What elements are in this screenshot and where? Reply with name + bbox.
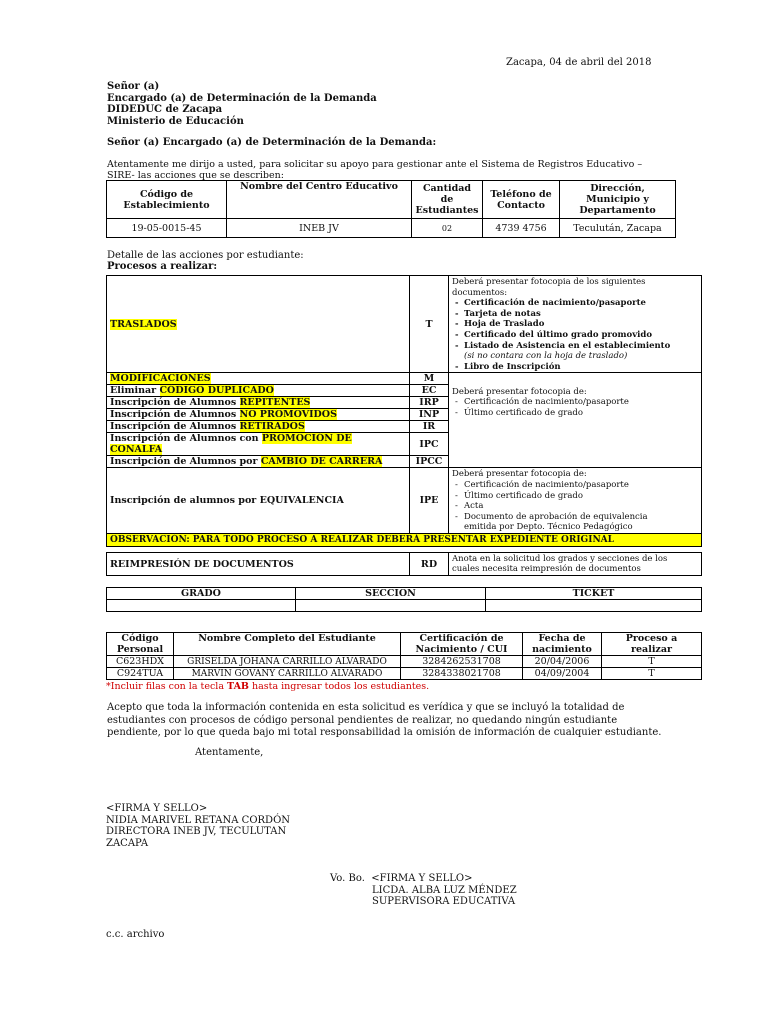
process-label: Eliminar (110, 385, 160, 397)
tab-note-text: hasta ingresar todos los estudiantes. (248, 681, 430, 692)
tab-key: TAB (227, 681, 249, 692)
reprint-table (106, 552, 702, 576)
students-header: Fecha de nacimiento (523, 633, 602, 656)
addressee-line: Ministerio de Educación (107, 115, 244, 127)
detail-line: Detalle de las acciones por estudiante: (107, 250, 304, 261)
student-process: T (602, 668, 702, 680)
traslados-requirements (449, 276, 702, 373)
processes-heading: Procesos a realizar: (107, 261, 218, 272)
student-cui: 3284262531708 (401, 656, 523, 668)
requirement-item: - Hoja de Traslado (452, 319, 698, 330)
equivalencia-label: Inscripción de alumnos por EQUIVALENCIA (107, 468, 410, 534)
process-row (107, 456, 410, 468)
requirements-intro: Deberá presentar fotocopia de: (452, 386, 587, 397)
process-code: IR (410, 421, 449, 433)
vobo-block (330, 873, 517, 908)
reprint-note-line: Anota en la solicitud los grados y secciones de los (452, 553, 668, 564)
student-code: C924TUA (107, 668, 174, 680)
section-header: SECCION (296, 588, 486, 600)
salutation: Señor (a) Encargado (a) de Determinación de la Demanda: (107, 137, 437, 148)
students-header: Nombre Completo del Estudiante (174, 633, 401, 656)
process-code: EC (410, 385, 449, 397)
vobo-name: LICDA. ALBA LUZ MÉNDEZ (372, 884, 517, 896)
grade-table (106, 587, 702, 612)
modificaciones-row (107, 373, 410, 385)
addressee-line: DIDEDUC de Zacapa (107, 104, 223, 116)
student-birthdate: 04/09/2004 (523, 668, 602, 680)
grade-cell[interactable] (107, 600, 296, 612)
process-table (106, 275, 702, 547)
students-table (106, 632, 702, 680)
requirements-intro: Deberá presentar fotocopia de: (452, 469, 587, 480)
declaration-line: Acepto que toda la información contenida en esta solicitud es verídica y que se incluyó la totalidad de (107, 702, 625, 713)
requirements-intro: Deberá presentar fotocopia de los siguientes documentos: (452, 277, 646, 298)
process-code: INP (410, 409, 449, 421)
process-row (107, 433, 410, 456)
school-header: Dirección, Municipio y Departamento (560, 181, 676, 219)
process-row (107, 385, 410, 397)
process-row (107, 421, 410, 433)
vobo-prefix: Vo. Bo. (330, 873, 365, 884)
table-row (107, 668, 702, 680)
school-header: Código de Establecimiento (107, 181, 227, 219)
table-row (107, 656, 702, 668)
requirement-item: - Certificación de nacimiento/pasaporte (452, 397, 698, 408)
school-code: 19-05-0015-45 (107, 219, 227, 238)
cc-note: c.c. archivo (106, 929, 165, 940)
signatory-name: NIDIA MARIVEL RETANA CORDÓN (106, 814, 291, 826)
signatory-title: DIRECTORA INEB JV, TECULUTAN (106, 826, 287, 838)
declaration-line: estudiantes con procesos de código personal pendientes de realizar, no quedando ningún estudiante (107, 714, 618, 726)
tab-note (106, 681, 429, 692)
declaration-paragraph (107, 702, 688, 740)
requirement-item: - Documento de aprobación de equivalencia (452, 512, 698, 523)
student-process: T (602, 656, 702, 668)
school-name: INEB JV (227, 219, 412, 238)
school-header: Cantidad de Estudiantes (412, 181, 483, 219)
process-label: Inscripción de Alumnos por (110, 456, 261, 468)
students-header: Proceso a realizar (602, 633, 702, 656)
process-highlight: PROMOCIÓN DE CONALFA (110, 433, 352, 456)
signature-line: <FIRMA Y SELLO> (106, 803, 208, 814)
requirement-continuation: emitida por Depto. Técnico Pedagógico (464, 522, 633, 533)
modificaciones-code: M (410, 373, 449, 385)
student-name: GRISELDA JOHANA CARRILLO ALVARADO (174, 656, 401, 668)
traslados-label: TRASLADOS (110, 318, 177, 330)
contact-phone: 4739 4756 (483, 219, 560, 238)
process-code: IRP (410, 397, 449, 409)
school-table (106, 180, 676, 238)
school-header: Teléfono de Contacto (483, 181, 560, 219)
student-count: 02 (412, 219, 483, 238)
grade-header: GRADO (107, 588, 296, 600)
intro-paragraph (107, 159, 642, 181)
reprint-code: RD (410, 553, 449, 576)
addressee-line: Señor (a) (107, 81, 160, 92)
reprint-label: REIMPRESIÓN DE DOCUMENTOS (107, 553, 410, 576)
student-birthdate: 20/04/2006 (523, 656, 602, 668)
student-name: MARVIN GOVANY CARRILLO ALVARADO (174, 668, 401, 680)
traslados-row (107, 276, 410, 373)
addressee-line: Encargado (a) de Determinación de la Demanda (107, 92, 377, 104)
equivalencia-code: IPE (410, 468, 449, 534)
students-header: Certificación de Nacimiento / CUI (401, 633, 523, 656)
requirement-item: - Libro de Inscripción (452, 362, 698, 373)
requirement-note: (si no contara con la hoja de traslado) (464, 351, 628, 362)
process-label: Inscripción de Alumnos (110, 421, 240, 433)
requirement-item: - Certificación de nacimiento/pasaporte (452, 480, 698, 491)
intro-line: Atentamente me dirijo a usted, para solicitar su apoyo para gestionar ante el Sistema de Registros Educativo – (107, 159, 643, 170)
requirement-item: - Listado de Asistencia en el establecimiento (452, 341, 698, 352)
intro-line: SIRE- las acciones que se describen: (107, 170, 284, 181)
student-code: C623HDX (107, 656, 174, 668)
signature-block (106, 803, 290, 849)
ticket-header: TICKET (486, 588, 702, 600)
process-highlight: RETIRADOS (239, 421, 305, 433)
process-code: IPC (410, 433, 449, 456)
process-label: Inscripción de Alumnos (110, 409, 240, 421)
tab-note-text: *Incluir filas con la tecla (106, 681, 228, 692)
modificaciones-label: MODIFICACIONES (110, 373, 211, 385)
process-highlight: CAMBIO DE CARRERA (260, 456, 383, 468)
reprint-note-line: cuales necesita reimpresión de documentos (452, 564, 641, 574)
process-code: IPCC (410, 456, 449, 468)
process-label: Inscripción de Alumnos (110, 397, 240, 409)
requirement-item: - Tarjeta de notas (452, 309, 698, 320)
process-row (107, 409, 410, 421)
process-highlight: REPITENTES (239, 397, 311, 409)
student-cui: 3284338021708 (401, 668, 523, 680)
students-header: Código Personal (107, 633, 174, 656)
process-highlight: NO PROMOVIDOS (239, 409, 337, 421)
requirement-item: - Acta (452, 501, 698, 512)
requirement-item: - Último certificado de grado (452, 491, 698, 502)
requirement-item: - Certificado del último grado promovido (452, 330, 698, 341)
process-label: Inscripción de Alumnos con (110, 433, 262, 445)
detail-heading (107, 250, 304, 272)
addressee-block (107, 81, 377, 127)
vobo-title: SUPERVISORA EDUCATIVA (372, 896, 516, 908)
signatory-place: ZACAPA (106, 837, 149, 849)
observation-banner: OBSERVACIÓN: PARA TODO PROCESO A REALIZAR DEBERÁ PRESENTAR EXPEDIENTE ORIGINAL (107, 533, 702, 546)
requirement-item: - Certificación de nacimiento/pasaporte (452, 298, 698, 309)
process-highlight: CÓDIGO DUPLICADO (159, 385, 274, 397)
section-cell[interactable] (296, 600, 486, 612)
ticket-cell[interactable] (486, 600, 702, 612)
modificaciones-requirements (449, 385, 702, 468)
school-address: Teculután, Zacapa (560, 219, 676, 238)
reprint-note (449, 553, 702, 576)
place-date: Zacapa, 04 de abril del 2018 (506, 57, 652, 68)
declaration-line: pendiente, por lo que queda bajo mi total responsabilidad la omisión de información de cualquier estudiante. (107, 727, 662, 738)
vobo-signature-line: <FIRMA Y SELLO> (371, 873, 473, 884)
process-row (107, 397, 410, 409)
requirement-item: - Último certificado de grado (452, 408, 698, 419)
closing: Atentamente, (195, 747, 264, 758)
equivalencia-requirements (449, 468, 702, 534)
school-header: Nombre del Centro Educativo (227, 181, 412, 219)
traslados-code: T (410, 276, 449, 373)
